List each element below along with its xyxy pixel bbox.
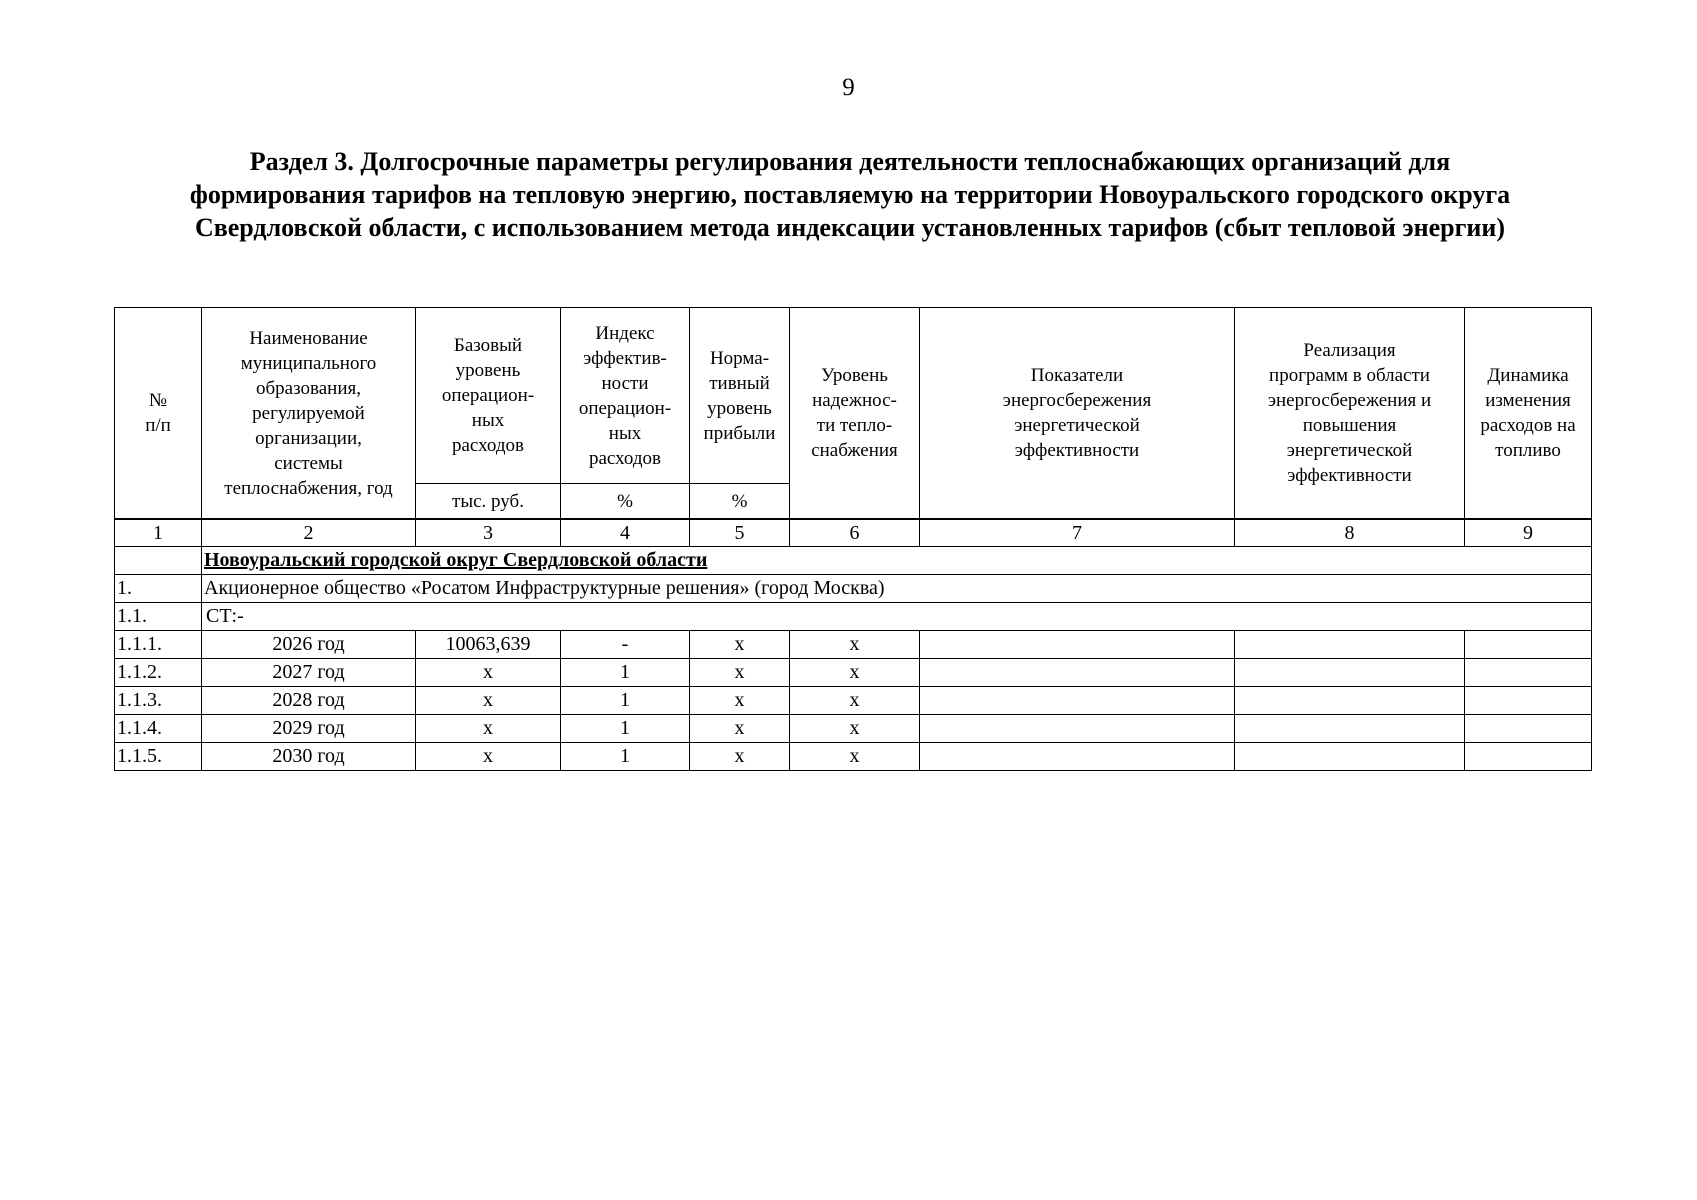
section-title-line-1: Раздел 3. Долгосрочные параметры регулирования деятельности теплоснабжающих организаций для xyxy=(249,147,1451,176)
row-base-opex: х xyxy=(416,659,561,687)
header-col-5: Норма- тивный уровень прибыли xyxy=(690,308,790,484)
unit-col-3: тыс. руб. xyxy=(416,484,561,520)
column-number: 1 xyxy=(115,519,202,547)
row-index: 1.1.3. xyxy=(115,687,202,715)
section-title-line-3: Свердловской области, с использованием метода индексации установленных тарифов (сбыт тепловой энергии) xyxy=(194,213,1506,242)
column-number: 8 xyxy=(1235,519,1465,547)
row-fuel-dynamics xyxy=(1465,743,1592,771)
row-fuel-dynamics xyxy=(1465,631,1592,659)
row-efficiency-index: 1 xyxy=(561,743,690,771)
header-col-3: Базовый уровень операцион- ных расходов xyxy=(416,308,561,484)
row-fuel-dynamics xyxy=(1465,687,1592,715)
row-year: 2030 год xyxy=(202,743,416,771)
table-row xyxy=(115,659,1592,687)
header-col-4: Индекс эффектив- ности операцион- ных расходов xyxy=(561,308,690,484)
row-profit-level: х xyxy=(690,687,790,715)
column-number: 7 xyxy=(920,519,1235,547)
row-profit-level: х xyxy=(690,743,790,771)
row-base-opex: 10063,639 xyxy=(416,631,561,659)
org-row xyxy=(115,575,1592,603)
group-title: Новоуральский городской округ Свердловской области xyxy=(202,547,1592,575)
table-row xyxy=(115,687,1592,715)
row-year: 2029 год xyxy=(202,715,416,743)
row-efficiency-index: 1 xyxy=(561,687,690,715)
row-reliability: х xyxy=(790,715,920,743)
row-programs xyxy=(1235,631,1465,659)
section-title-line-2: формирования тарифов на тепловую энергию, поставляемую на территории Новоуральского городского округа xyxy=(189,180,1511,209)
org-name: Акционерное общество «Росатом Инфраструктурные решения» (город Москва) xyxy=(202,575,1592,603)
header-col-6: Уровень надежнос- ти тепло- снабжения xyxy=(790,308,920,520)
column-number: 6 xyxy=(790,519,920,547)
row-fuel-dynamics xyxy=(1465,715,1592,743)
table-row xyxy=(115,631,1592,659)
column-number: 4 xyxy=(561,519,690,547)
row-fuel-dynamics xyxy=(1465,659,1592,687)
row-base-opex: х xyxy=(416,715,561,743)
row-index: 1.1.2. xyxy=(115,659,202,687)
row-programs xyxy=(1235,743,1465,771)
row-profit-level: х xyxy=(690,659,790,687)
row-programs xyxy=(1235,715,1465,743)
row-index: 1.1.5. xyxy=(115,743,202,771)
row-energy-saving xyxy=(920,743,1235,771)
column-number: 3 xyxy=(416,519,561,547)
unit-col-5: % xyxy=(690,484,790,520)
row-profit-level: х xyxy=(690,715,790,743)
header-col-1: № п/п xyxy=(115,308,202,520)
row-year: 2026 год xyxy=(202,631,416,659)
row-base-opex: х xyxy=(416,687,561,715)
page-number: 9 xyxy=(842,74,855,101)
row-efficiency-index: 1 xyxy=(561,715,690,743)
header-row xyxy=(115,308,1592,484)
system-row xyxy=(115,603,1592,631)
row-year: 2027 год xyxy=(202,659,416,687)
row-base-opex: х xyxy=(416,743,561,771)
column-numbers-row xyxy=(115,519,1592,547)
row-energy-saving xyxy=(920,631,1235,659)
column-number: 2 xyxy=(202,519,416,547)
group-row xyxy=(115,547,1592,575)
column-number: 5 xyxy=(690,519,790,547)
row-energy-saving xyxy=(920,687,1235,715)
row-efficiency-index: 1 xyxy=(561,659,690,687)
header-col-7: Показатели энергосбережения энергетической эффективности xyxy=(920,308,1235,520)
unit-col-4: % xyxy=(561,484,690,520)
row-index: 1.1.1. xyxy=(115,631,202,659)
system-index: 1.1. xyxy=(115,603,202,631)
row-reliability: х xyxy=(790,659,920,687)
row-energy-saving xyxy=(920,715,1235,743)
row-energy-saving xyxy=(920,659,1235,687)
row-reliability: х xyxy=(790,631,920,659)
row-efficiency-index: - xyxy=(561,631,690,659)
org-index: 1. xyxy=(115,575,202,603)
group-index-cell xyxy=(115,547,202,575)
row-reliability: х xyxy=(790,743,920,771)
row-programs xyxy=(1235,659,1465,687)
column-number: 9 xyxy=(1465,519,1592,547)
header-col-8: Реализация программ в области энергосбережения и повышения энергетической эффективности xyxy=(1235,308,1465,520)
system-name: СТ:- xyxy=(202,603,1592,631)
row-reliability: х xyxy=(790,687,920,715)
row-index: 1.1.4. xyxy=(115,715,202,743)
table-row xyxy=(115,743,1592,771)
parameters-table xyxy=(114,307,1592,771)
row-programs xyxy=(1235,687,1465,715)
row-profit-level: х xyxy=(690,631,790,659)
table-row xyxy=(115,715,1592,743)
header-col-9: Динамика изменения расходов на топливо xyxy=(1465,308,1592,520)
row-year: 2028 год xyxy=(202,687,416,715)
section-title xyxy=(100,145,1600,244)
header-col-2: Наименование муниципального образования, регулируемой организации, системы теплоснабжения, год xyxy=(202,308,416,520)
